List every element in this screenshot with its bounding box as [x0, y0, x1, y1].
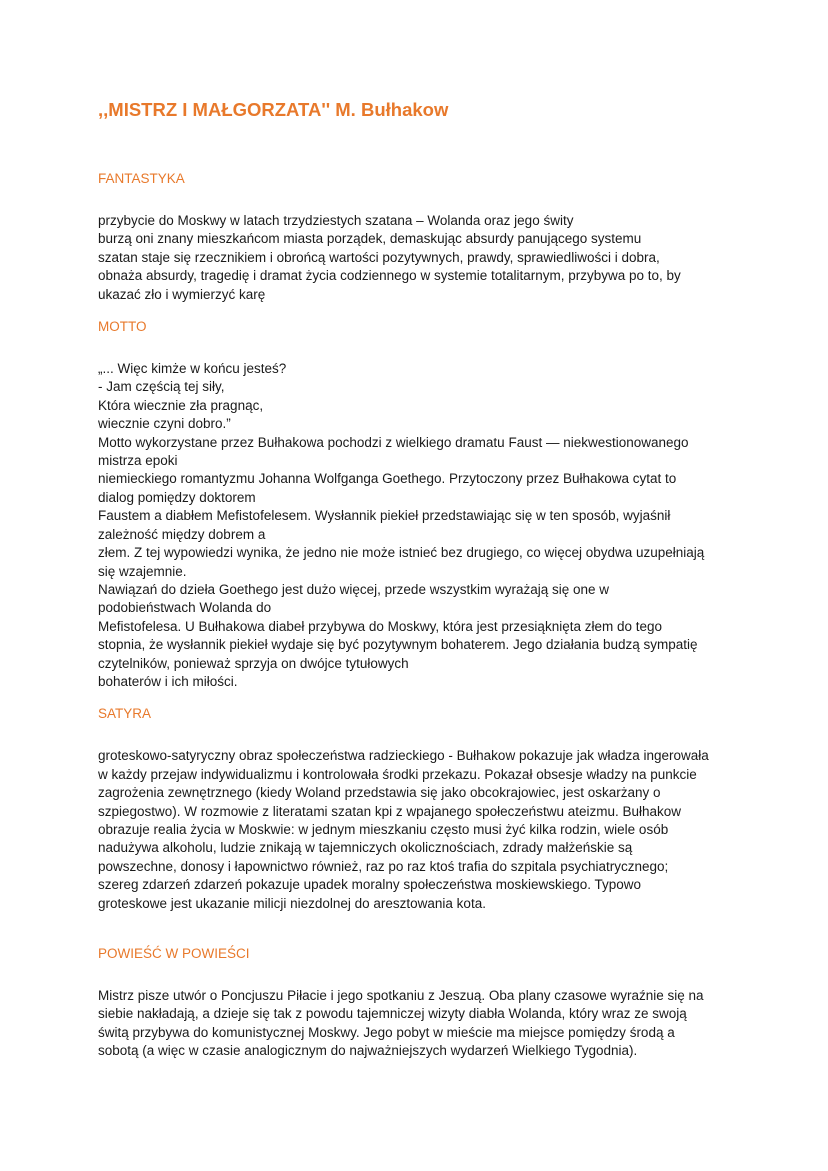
text-line: szereg zdarzeń zdarzeń pokazuje upadek moralny społeczeństwa moskiewskiego. Typowo	[98, 877, 642, 893]
text-line: siebie nakładają, a dzieje się tak z powodu tajemniczej wizyty diabła Wolanda, który wraz ze swoją	[98, 1006, 687, 1022]
text-line: Mefistofelesa. U Bułhakowa diabeł przybywa do Moskwy, która jest przesiąknięta złem do tego	[98, 618, 663, 634]
text-line: zależność między dobrem a	[98, 526, 266, 542]
text-line: - Jam częścią tej siły,	[98, 379, 225, 395]
text-line: stopnia, że wysłannik piekieł wydaje się być pozytywnym bohaterem. Jego działania budzą sympatię	[98, 637, 698, 653]
section-paragraph	[98, 747, 728, 913]
text-line: ukazać zło i wymierzyć karę	[98, 286, 266, 302]
text-line: podobieństwach Wolanda do	[98, 600, 272, 616]
text-line: nadużywa alkoholu, ludzie znikają w tajemniczych okolicznościach, zdrady małżeńskie są	[98, 840, 633, 856]
text-line: wiecznie czyni dobro.”	[98, 416, 231, 432]
text-line: niemieckiego romantyzmu Johanna Wolfganga Goethego. Przytoczony przez Bułhakowa cytat to	[98, 471, 677, 487]
text-line: mistrza epoki	[98, 453, 178, 469]
text-line: obnaża absurdy, tragedię i dramat życia codziennego w systemie totalitarnym, przybywa po to, by	[98, 268, 681, 284]
section-heading: FANTASTYKA	[98, 171, 185, 186]
text-line: sobotą (a więc w czasie analogicznym do najważniejszych wydarzeń Wielkiego Tygodnia).	[98, 1043, 638, 1059]
text-line: Która wiecznie zła pragnąc,	[98, 397, 264, 413]
text-line: w każdy przejaw indywidualizmu i kontrolowała środki przekazu. Pokazał obsesje władzy na punkcie	[98, 766, 697, 782]
text-line: świtą przybywa do komunistycznej Moskwy. Jego pobyt w mieście ma miejsce pomiędzy środą a	[98, 1024, 675, 1040]
text-line: Mistrz pisze utwór o Poncjuszu Piłacie i jego spotkaniu z Jeszuą. Oba plany czasowe wyraźnie się na	[98, 988, 704, 1003]
text-line: złem. Z tej wypowiedzi wynika, że jedno nie może istnieć bez drugiego, co więcej obydwa uzupełniają	[98, 545, 705, 561]
section-paragraph	[98, 212, 728, 304]
text-line: powszechne, donosy i łapownictwo również, raz po raz ktoś trafia do szpitala psychiatrycznego;	[98, 858, 669, 874]
text-line: groteskowe jest ukazanie milicji niezdolnej do aresztowania kota.	[98, 895, 486, 911]
section-paragraph	[98, 360, 728, 691]
text-line: szatan staje się rzecznikiem i obrońcą wartości pozytywnych, prawdy, sprawiedliwości i dobra,	[98, 249, 660, 265]
text-line: się wzajemnie.	[98, 563, 187, 579]
document-title: ,,MISTRZ I MAŁGORZATA'' M. Bułhakow	[98, 99, 449, 120]
text-line: Nawiązań do dzieła Goethego jest dużo więcej, przede wszystkim wyrażają się one w	[98, 581, 609, 597]
document-body	[98, 170, 728, 1061]
text-line: Faustem a diabłem Mefistofelesem. Wysłannik piekieł przedstawiając się w ten sposób, wyjaśnił	[98, 508, 671, 524]
text-line: obrazuje realia życia w Moskwie: w jednym mieszkaniu często musi żyć kilka rodzin, wiele osób	[98, 821, 669, 837]
section-paragraph	[98, 987, 728, 1061]
text-line: burzą oni znany mieszkańcom miasta porządek, demaskując absurdy panującego systemu	[98, 231, 642, 247]
text-line: Motto wykorzystane przez Bułhakowa pochodzi z wielkiego dramatu Faust — niekwestionowanego	[98, 434, 689, 450]
text-line: groteskowo-satyryczny obraz społeczeństwa radzieckiego - Bułhakow pokazuje jak władza ingerowała	[98, 748, 709, 764]
text-line: czytelników, ponieważ sprzyja on dwójce tytułowych	[98, 655, 409, 671]
text-line: dialog pomiędzy doktorem	[98, 489, 256, 505]
text-line: bohaterów i ich miłości.	[98, 673, 238, 689]
text-line: szpiegostwo). W rozmowie z literatami szatan kpi z wpajanego społeczeństwu ateizmu. Bułhakow	[98, 803, 682, 819]
section-heading: SATYRA	[98, 706, 152, 722]
text-line: zagrożenia zewnętrznego (kiedy Woland przedstawia się jako obcokrajowiec, jest oskarżany o	[98, 785, 661, 801]
section-heading: MOTTO	[98, 319, 147, 335]
section-heading: POWIEŚĆ W POWIEŚCI	[98, 946, 250, 961]
text-line: „... Więc kimże w końcu jesteś?	[98, 361, 287, 377]
text-line: przybycie do Moskwy w latach trzydziestych szatana – Wolanda oraz jego świty	[98, 213, 574, 228]
